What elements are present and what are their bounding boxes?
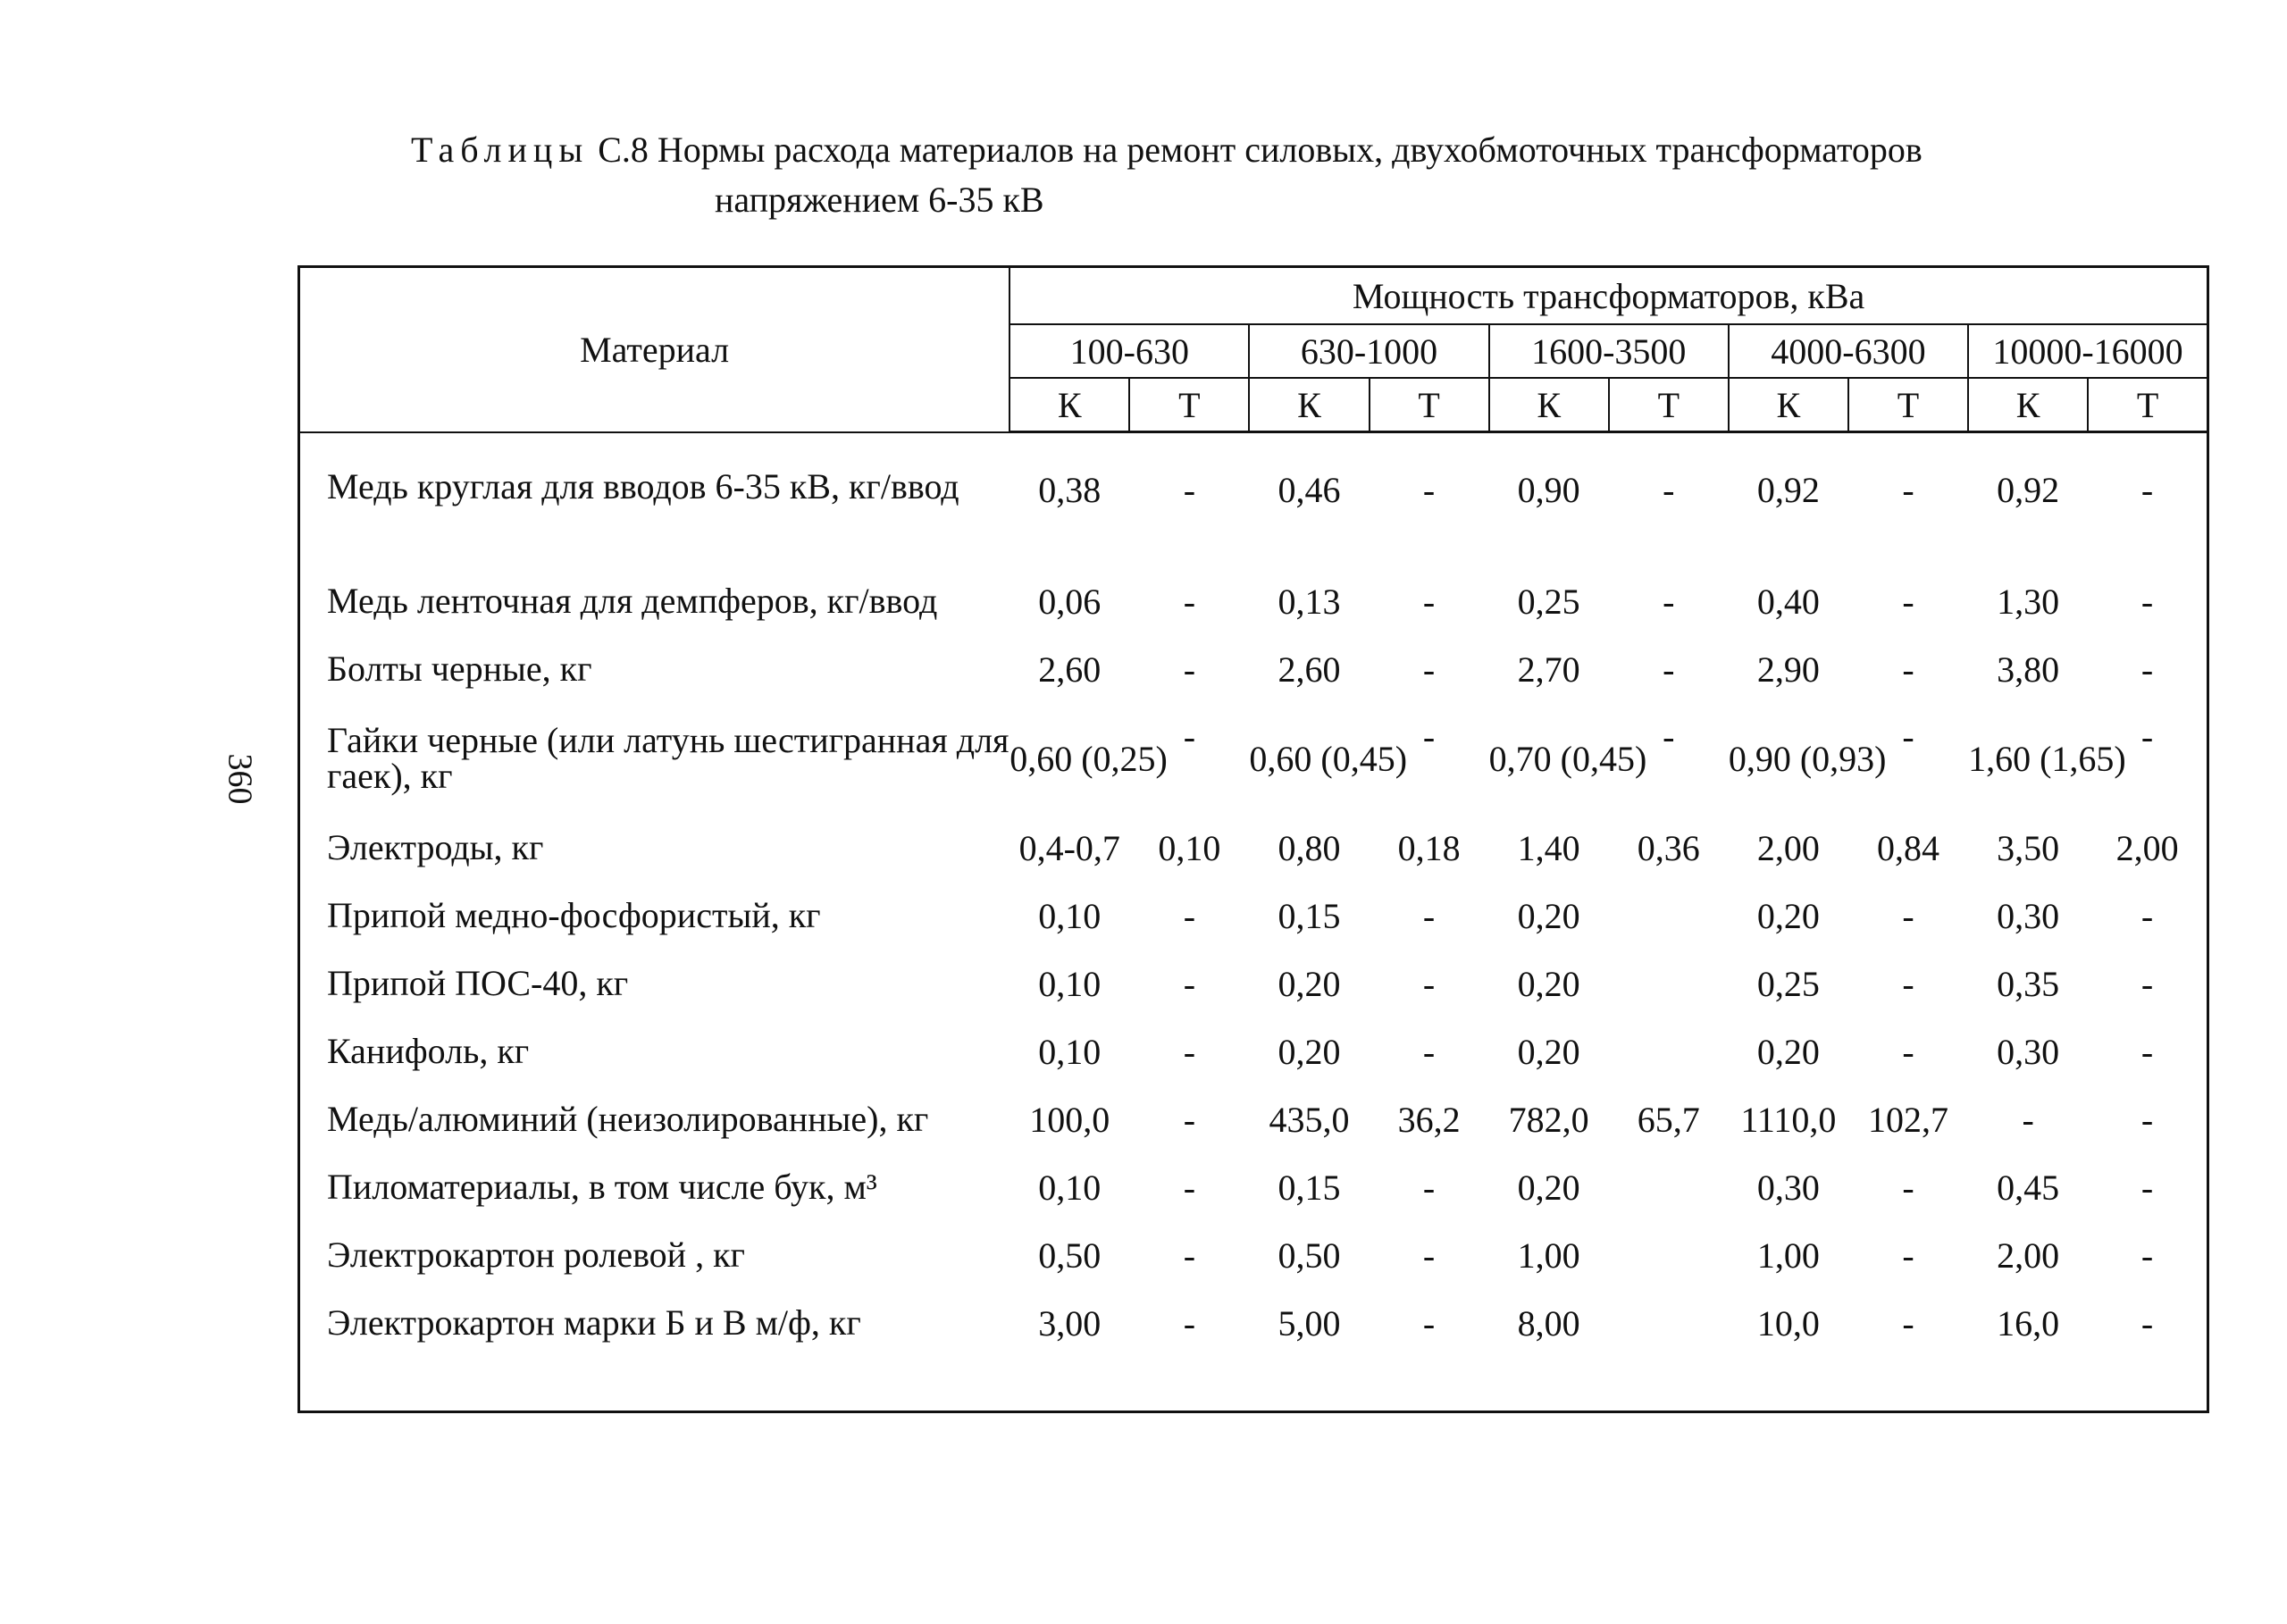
- value-cell: 0,10: [1158, 827, 1221, 868]
- subheader-t: Т: [2088, 378, 2207, 432]
- value-cell: 0,20: [1278, 963, 1341, 1004]
- value-cell: -: [1183, 963, 1196, 1004]
- value-cell: -: [1422, 895, 1436, 936]
- material-cell: Болты черные, кг: [327, 649, 592, 689]
- value-cell: 2,60: [1038, 649, 1102, 690]
- value-cell: -: [2140, 1302, 2154, 1344]
- value-cell: 1,40: [1517, 827, 1580, 868]
- value-cell: 8,00: [1517, 1302, 1580, 1344]
- value-cell: 2,70: [1517, 649, 1580, 690]
- value-cell: 0,36: [1637, 827, 1700, 868]
- table-caption: [411, 125, 1923, 225]
- value-cell: -: [1902, 895, 1914, 936]
- value-cell: 0,35: [1997, 963, 2060, 1004]
- value-cell: 0,06: [1038, 581, 1102, 622]
- range-header: 4000-6300: [1729, 324, 1968, 378]
- value-cell: [1609, 882, 1729, 950]
- norms-table: [297, 265, 2209, 1413]
- value-cell: -: [1422, 963, 1436, 1004]
- material-cell: Электроды, кг: [327, 827, 544, 867]
- value-cell: 782,0: [1508, 1099, 1589, 1140]
- material-cell: Медь ленточная для демпферов, кг/ввод: [327, 581, 938, 621]
- value-cell: 3,00: [1038, 1302, 1102, 1344]
- value-cell: 0,50: [1038, 1235, 1102, 1276]
- value-cell: 1,30: [1997, 581, 2060, 622]
- value-cell: -: [1902, 581, 1914, 622]
- value-cell: -: [1902, 1031, 1914, 1072]
- material-cell: Припой ПОС-40, кг: [327, 963, 629, 1003]
- value-cell: -: [1902, 470, 1914, 510]
- value-cell: 0,20: [1517, 1167, 1580, 1208]
- value-cell: [1609, 1017, 1729, 1085]
- power-header: Мощность трансформаторов, кВа: [1009, 267, 2207, 325]
- material-cell: Пиломатериалы, в том числе бук, м³: [327, 1167, 877, 1207]
- value-cell: -: [1422, 649, 1436, 690]
- value-cell: -: [1902, 649, 1914, 690]
- table-row: [299, 703, 2208, 814]
- table-row: [299, 1221, 2208, 1289]
- value-cell: -: [1422, 470, 1436, 510]
- value-cell: 0,38: [1038, 470, 1102, 510]
- value-cell: 0,92: [1997, 470, 2060, 510]
- value-cell: -: [1183, 1031, 1196, 1072]
- material-column-header: Материал: [299, 267, 1010, 432]
- value-cell: 0,90 (0,93): [1728, 738, 1887, 779]
- table-row: [299, 635, 2208, 703]
- value-cell: 102,7: [1868, 1099, 1948, 1140]
- value-cell: 0,10: [1038, 963, 1102, 1004]
- value-cell: -: [2140, 581, 2154, 622]
- value-cell: -: [1183, 895, 1196, 936]
- value-cell: [1609, 1221, 1729, 1289]
- value-cell: 0,46: [1278, 470, 1341, 510]
- value-cell: -: [1902, 1235, 1914, 1276]
- value-cell: 0,50: [1278, 1235, 1341, 1276]
- value-cell: -: [1902, 716, 1914, 757]
- value-cell: [1609, 1153, 1729, 1221]
- caption-line-1: [411, 125, 1923, 175]
- range-header: 630-1000: [1249, 324, 1488, 378]
- value-cell: -: [1902, 1167, 1914, 1208]
- value-cell: 3,50: [1997, 827, 2060, 868]
- page-number: 360: [221, 753, 259, 805]
- value-cell: -: [2140, 649, 2154, 690]
- value-cell: [1609, 1289, 1729, 1412]
- value-cell: -: [1663, 649, 1675, 690]
- value-cell: 10,0: [1756, 1302, 1820, 1344]
- value-cell: -: [2140, 1031, 2154, 1072]
- value-cell: 2,00: [1997, 1235, 2060, 1276]
- table-body: [299, 432, 2208, 1412]
- value-cell: 0,60 (0,45): [1249, 738, 1408, 779]
- value-cell: 0,20: [1517, 1031, 1580, 1072]
- subheader-t: Т: [1609, 378, 1729, 432]
- material-cell: Канифоль, кг: [327, 1031, 530, 1071]
- value-cell: 2,60: [1278, 649, 1341, 690]
- subheader-k: К: [1968, 378, 2088, 432]
- value-cell: 2,90: [1756, 649, 1820, 690]
- value-cell: 1,60 (1,65): [1968, 738, 2126, 779]
- value-cell: -: [2140, 1235, 2154, 1276]
- value-cell: -: [1183, 716, 1196, 757]
- subheader-k: К: [1729, 378, 1848, 432]
- value-cell: 0,84: [1877, 827, 1939, 868]
- value-cell: 0,90: [1517, 470, 1580, 510]
- value-cell: -: [1422, 581, 1436, 622]
- table-row: [299, 1289, 2208, 1412]
- caption-title: С.8 Нормы расхода материалов на ремонт силовых, двухобмоточных трансформаторов: [598, 130, 1923, 170]
- value-cell: -: [1663, 581, 1675, 622]
- value-cell: 0,10: [1038, 895, 1102, 936]
- table-header: [299, 267, 2208, 432]
- value-cell: -: [1183, 581, 1196, 622]
- value-cell: 36,2: [1397, 1099, 1461, 1140]
- value-cell: 0,18: [1397, 827, 1461, 868]
- value-cell: 0,20: [1517, 963, 1580, 1004]
- range-header: 1600-3500: [1489, 324, 1729, 378]
- value-cell: -: [2140, 1099, 2154, 1140]
- value-cell: 0,4-0,7: [1018, 827, 1120, 868]
- value-cell: 0,25: [1517, 581, 1580, 622]
- value-cell: -: [1183, 1235, 1196, 1276]
- value-cell: 0,20: [1756, 895, 1820, 936]
- value-cell: -: [1422, 1031, 1436, 1072]
- value-cell: 2,00: [1756, 827, 1820, 868]
- caption-line-2: напряжением 6-35 кВ: [715, 180, 1044, 220]
- value-cell: 0,10: [1038, 1031, 1102, 1072]
- value-cell: 1,00: [1517, 1235, 1580, 1276]
- value-cell: -: [2140, 716, 2154, 757]
- subheader-k: К: [1249, 378, 1369, 432]
- value-cell: -: [1183, 649, 1196, 690]
- table-row: [299, 1017, 2208, 1085]
- value-cell: -: [1183, 470, 1196, 510]
- value-cell: 0,15: [1278, 895, 1341, 936]
- value-cell: -: [1902, 963, 1914, 1004]
- material-cell: Припой медно-фосфористый, кг: [327, 895, 821, 935]
- table-row: [299, 1085, 2208, 1153]
- range-header: 100-630: [1009, 324, 1249, 378]
- value-cell: -: [2140, 1167, 2154, 1208]
- table-row: [299, 432, 2208, 568]
- value-cell: -: [1183, 1302, 1196, 1344]
- value-cell: 1110,0: [1740, 1099, 1837, 1140]
- value-cell: -: [1183, 1167, 1196, 1208]
- value-cell: 100,0: [1029, 1099, 1110, 1140]
- material-cell: Медь круглая для вводов 6-35 кВ, кг/ввод: [327, 465, 959, 506]
- value-cell: 0,10: [1038, 1167, 1102, 1208]
- table-row: [299, 814, 2208, 882]
- table-row: [299, 882, 2208, 950]
- value-cell: 0,92: [1756, 470, 1820, 510]
- value-cell: 5,00: [1278, 1302, 1341, 1344]
- value-cell: -: [1902, 1302, 1914, 1344]
- table-row: [299, 1153, 2208, 1221]
- subheader-t: Т: [1370, 378, 1489, 432]
- value-cell: 0,20: [1756, 1031, 1820, 1072]
- material-cell: Медь/алюминий (неизолированные), кг: [327, 1099, 929, 1139]
- value-cell: 0,80: [1278, 827, 1341, 868]
- value-cell: 435,0: [1269, 1099, 1350, 1140]
- value-cell: 0,60 (0,25): [1009, 738, 1168, 779]
- value-cell: -: [1422, 1167, 1436, 1208]
- value-cell: -: [2022, 1099, 2034, 1140]
- value-cell: -: [1422, 1302, 1436, 1344]
- subheader-t: Т: [1848, 378, 1968, 432]
- value-cell: 0,15: [1278, 1167, 1341, 1208]
- value-cell: 16,0: [1997, 1302, 2060, 1344]
- value-cell: -: [2140, 895, 2154, 936]
- value-cell: [1609, 950, 1729, 1017]
- value-cell: -: [1663, 470, 1675, 510]
- value-cell: -: [1422, 716, 1436, 757]
- value-cell: 0,20: [1517, 895, 1580, 936]
- value-cell: -: [2140, 470, 2154, 510]
- value-cell: 0,70 (0,45): [1488, 738, 1647, 779]
- value-cell: -: [2140, 963, 2154, 1004]
- material-cell: Электрокартон ролевой , кг: [327, 1235, 745, 1275]
- material-cell: Электрокартон марки Б и В м/ф, кг: [327, 1302, 861, 1343]
- range-header: 10000-16000: [1968, 324, 2207, 378]
- value-cell: 0,45: [1997, 1167, 2060, 1208]
- value-cell: 0,40: [1756, 581, 1820, 622]
- value-cell: 3,80: [1997, 649, 2060, 690]
- value-cell: -: [1183, 1099, 1196, 1140]
- subheader-k: К: [1009, 378, 1129, 432]
- value-cell: 2,00: [2115, 827, 2179, 868]
- value-cell: 65,7: [1637, 1099, 1700, 1140]
- value-cell: 0,30: [1997, 1031, 2060, 1072]
- value-cell: -: [1422, 1235, 1436, 1276]
- subheader-k: К: [1489, 378, 1609, 432]
- value-cell: 0,20: [1278, 1031, 1341, 1072]
- caption-label: Таблицы: [411, 130, 590, 170]
- subheader-t: Т: [1129, 378, 1249, 432]
- value-cell: -: [1663, 716, 1675, 757]
- value-cell: 0,13: [1278, 581, 1341, 622]
- value-cell: 1,00: [1756, 1235, 1820, 1276]
- value-cell: 0,30: [1997, 895, 2060, 936]
- value-cell: 0,30: [1756, 1167, 1820, 1208]
- table-row: [299, 950, 2208, 1017]
- value-cell: 0,25: [1756, 963, 1820, 1004]
- material-cell: Гайки черные (или латунь шестигранная для гаек), кг: [327, 720, 1009, 796]
- table-row: [299, 567, 2208, 635]
